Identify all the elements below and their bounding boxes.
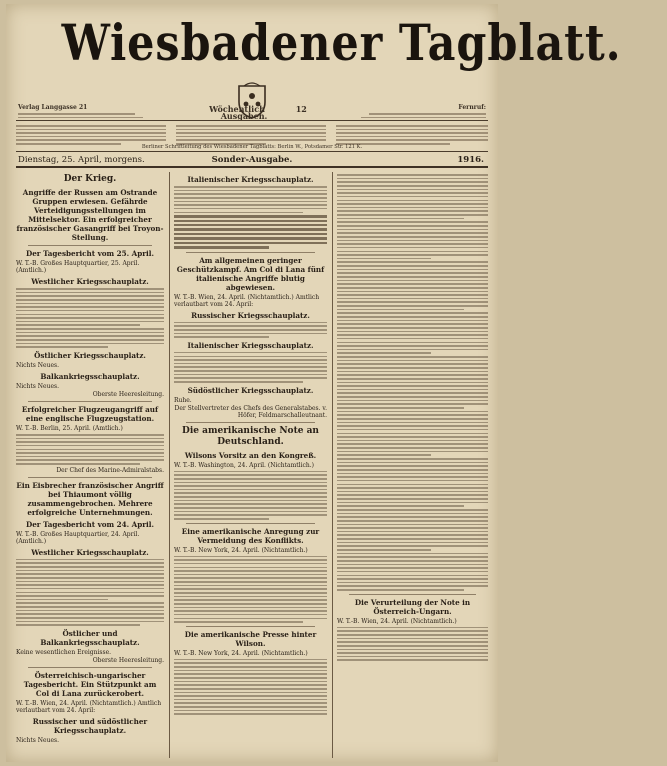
byline: W. T.-B. Wien, 24. April. (Nichtamtlich.) xyxy=(337,617,457,625)
article-body xyxy=(174,471,327,520)
section-heading: Russischer und südöstlicher Kriegsschauplatz. xyxy=(32,716,148,735)
section-heading: Westlicher Kriegsschauplatz. xyxy=(31,277,149,286)
byline: W. T.-B. Berlin, 25. April. (Amtlich.) xyxy=(16,424,123,432)
column-3 xyxy=(337,172,488,758)
article-body-emphasis xyxy=(174,215,327,248)
article-body xyxy=(174,352,327,383)
section-heading: Südöstlicher Kriegsschauplatz. xyxy=(187,385,314,395)
headline-der-krieg: Der Krieg. xyxy=(63,174,117,184)
column-rule xyxy=(169,172,170,758)
edition-count: 12 Ausgaben. xyxy=(220,104,307,121)
special-edition-label: Sonder-Ausgabe. xyxy=(211,155,293,165)
section-heading: Italienischer Kriegsschauplatz. xyxy=(187,175,314,184)
newspaper-page xyxy=(6,4,622,762)
article-body xyxy=(174,186,327,213)
section-heading: Russischer Kriegsschauplatz. xyxy=(191,310,310,320)
section-heading: Der Tagesbericht vom 25. April. xyxy=(25,249,155,258)
article-body xyxy=(16,288,164,348)
publisher-address-text: Verlag Langgasse 21 xyxy=(18,104,88,111)
section-heading: Die Verurteilung der Note in Österreich-Ungarn. xyxy=(354,597,471,616)
subheadline: Wilsons Vorsitz an den Kongreß. xyxy=(184,450,317,460)
byline: W. T.-B. New York, 24. April. (Nichtamtlich.) xyxy=(174,546,308,554)
section-heading: Balkankriegsschauplatz. xyxy=(40,371,140,381)
section-heading: Eine amerikanische Anregung zur Vermeidung des Konflikts. xyxy=(181,526,320,545)
section-heading: Östlicher und Balkankriegsschauplatz. xyxy=(40,628,140,647)
column-2 xyxy=(174,172,327,758)
headline-american-note: Die amerikanische Note an Deutschland. xyxy=(182,425,319,447)
newspaper-title: Wiesbadener Tagblatt. xyxy=(61,13,622,72)
phone-label: Fernruf: xyxy=(458,104,486,111)
section-heading: Österreichisch-ungarischer Tagesbericht. Ein Stützpunkt am Col di Lana zurückerobert. xyxy=(23,670,157,698)
byline: W. T.-B. Großes Hauptquartier, 25. April. (Amtlich.) xyxy=(16,260,140,274)
phone-info xyxy=(356,104,486,120)
article-body xyxy=(174,659,327,715)
article-line: Nichts Neues. xyxy=(16,361,59,369)
issue-year: 1916. xyxy=(457,155,484,165)
signature: Oberste Heeresleitung. xyxy=(92,656,164,664)
publisher-address xyxy=(18,104,148,120)
section-heading: Westlicher Kriegsschauplatz. xyxy=(31,547,149,557)
article-line: Nichts Neues. xyxy=(16,382,59,390)
article-body xyxy=(16,434,164,465)
signature: Oberste Heeresleitung. xyxy=(92,390,164,398)
byline: W. T.-B. Washington, 24. April. (Nichtamtlich.) xyxy=(174,461,314,469)
section-heading: Östlicher Kriegsschauplatz. xyxy=(34,350,146,360)
byline: W. T.-B. Wien, 24. April. (Nichtamtlich.) Amtlich verlautbart vom 24. April: xyxy=(174,293,320,308)
article-body xyxy=(174,322,327,338)
section-heading: Ein Eisbrecher französischer Angriff bei Thiaumont völlig zusammengebrochen. Mehrere erfolgreiche Unternehmungen. xyxy=(16,480,164,517)
edition-frequency: Wöchentlich xyxy=(209,104,265,114)
byline: W. T.-B. Großes Hauptquartier, 24. April. (Amtlich.) xyxy=(16,530,140,545)
section-heading: Am allgemeinen geringer Geschützkampf. Am Col di Lana fünf italienische Angriffe blutig abgewiesen. xyxy=(176,255,325,292)
article-line: Ruhe. xyxy=(174,396,192,404)
column-1 xyxy=(16,172,164,758)
section-heading: Der Tagesbericht vom 24. April. xyxy=(25,519,155,529)
article-line: Nichts Neues. xyxy=(16,736,59,744)
byline: W. T.-B. Wien, 24. April. (Nichtamtlich.) Amtlich verlautbart vom 24. April: xyxy=(16,699,162,714)
publisher-berlin-office: Berliner Schriftleitung des Wiesbadener Tagblatts: Berlin W., Potsdamer Str. 121 K. xyxy=(141,144,363,150)
article-body xyxy=(337,627,488,661)
signature: Der Stellvertreter des Chefs des Generalstabes. v. Höfer, Feldmarschalleutnant. xyxy=(174,404,327,419)
section-heading: Italienischer Kriegsschauplatz. xyxy=(187,340,314,350)
edition-info xyxy=(166,106,336,120)
article-body xyxy=(337,174,488,591)
byline: W. T.-B. New York, 24. April. (Nichtamtlich.) xyxy=(174,649,308,657)
article-line: Keine wesentlichen Ereignisse. xyxy=(16,648,112,656)
section-heading: Die amerikanische Presse hinter Wilson. xyxy=(184,629,317,648)
article-body xyxy=(16,559,164,626)
column-rule xyxy=(332,172,333,758)
subheadline: Angriffe der Russen am Ostrande Gruppen erwiesen. Gefährde Verteidigungsstellungen im Mittelsektor. Ein erfolgreicher französischer Gasangriff bei Troyon-Stellung. xyxy=(16,188,164,242)
issue-date: Dienstag, 25. April, morgens. xyxy=(18,155,145,165)
section-heading: Erfolgreicher Flugzeugangriff auf eine englische Flugzeugstation. xyxy=(21,404,159,423)
signature: Der Chef des Marine-Admiralstabs. xyxy=(56,466,164,474)
article-body xyxy=(174,556,327,623)
masthead xyxy=(16,12,622,74)
dateline xyxy=(16,154,488,168)
